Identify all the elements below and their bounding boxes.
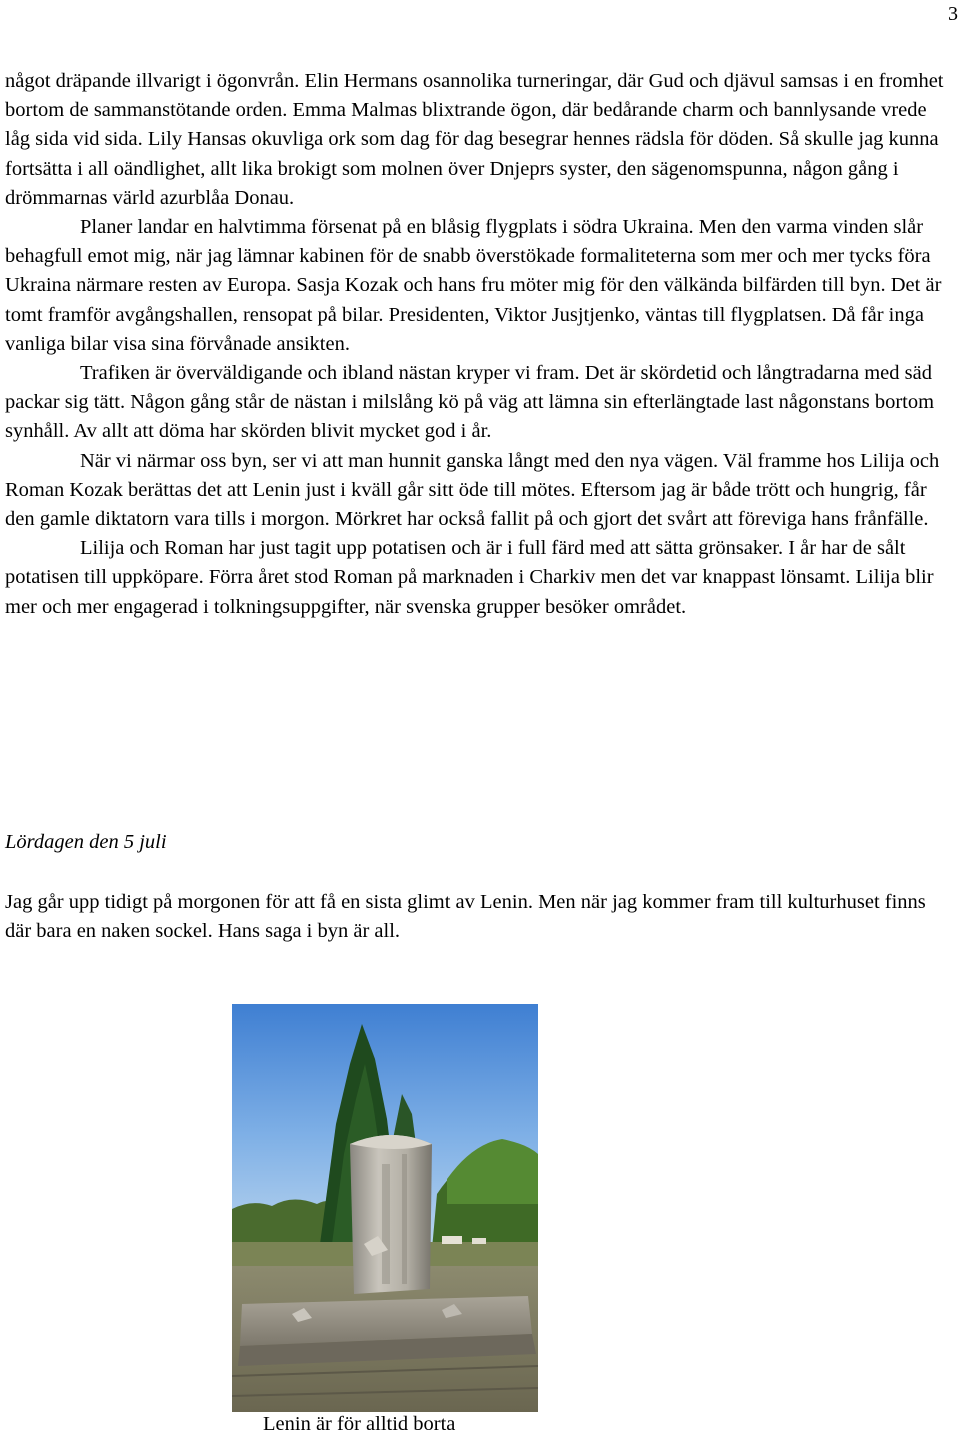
lenin-pedestal-photo <box>232 1004 538 1412</box>
paragraph: något dräpande illvarigt i ögonvrån. Elin Hermans osannolika turneringar, där Gud och djävul samsas i en fromhet bortom de sammanstötande orden. Emma Malmas blixtrande ögon, där bedårande charm och bannlysande vrede låg sida vid sida. Lily Hansas okuvliga ork som dag för dag besegrar hennes rädsla för döden. Så skulle jag kunna fortsätta i all oändlighet, allt lika brokigt som molnen över Dnjeprs syster, den sägenomspunna, någon gång i drömmarnas värld azurblåa Donau. <box>5 70 944 209</box>
paragraph: Jag går upp tidigt på morgonen för att få en sista glimt av Lenin. Men när jag kommer fram till kulturhuset finns där bara en naken sockel. Hans saga i byn är all. <box>5 891 926 943</box>
paragraph: Trafiken är överväldigande och ibland nästan kryper vi fram. Det är skördetid och långtradarna med säd packar sig tätt. Någon gång står de nästan i milslång kö på väg att lämna sin efterlängtade last någonstans bortom synhåll. Av allt att döma har skörden blivit mycket god i år. <box>5 362 935 443</box>
paragraph: Planer landar en halvtimma försenat på en blåsig flygplats i södra Ukraina. Men den varma vinden slår behagfull emot mig, när jag lämnar kabinen för de snabb överstökade formaliteterna som mer och mer tycks föra Ukraina närmare resten av Europa. Sasja Kozak och hans fru möter mig för den välkända bilfärden till byn. Det är tomt framför avgångshallen, rensopat på bilar. Presidenten, Viktor Jusjtjenko, väntas till flygplatsen. Då får inga vanliga bilar visa sina förvånade ansikten. <box>5 216 942 355</box>
page-number: 3 <box>948 3 958 25</box>
paragraph: Lilija och Roman har just tagit upp potatisen och är i full färd med att sätta grönsaker. I år har de sålt potatisen till uppköpare. Förra året stod Roman på marknaden i Charkiv men det var knappast lönsamt. Lilija blir mer och mer engagerad i tolkningsuppgifter, när svenska grupper besöker området. <box>5 537 934 618</box>
photo-caption: Lenin är för alltid borta <box>263 1413 456 1435</box>
body-text <box>5 67 955 622</box>
section-heading: Lördagen den 5 juli <box>5 831 167 853</box>
paragraph: När vi närmar oss byn, ser vi att man hunnit ganska långt med den nya vägen. Väl framme hos Lilija och Roman Kozak berättas det att Lenin just i kväll går sitt öde till mötes. Eftersom jag är både trött och hungrig, får den gamle diktatorn vara tills i morgon. Mörkret har också fallit på och gjort det svårt att föreviga hans frånfälle. <box>5 449 940 531</box>
section-text <box>5 888 955 946</box>
